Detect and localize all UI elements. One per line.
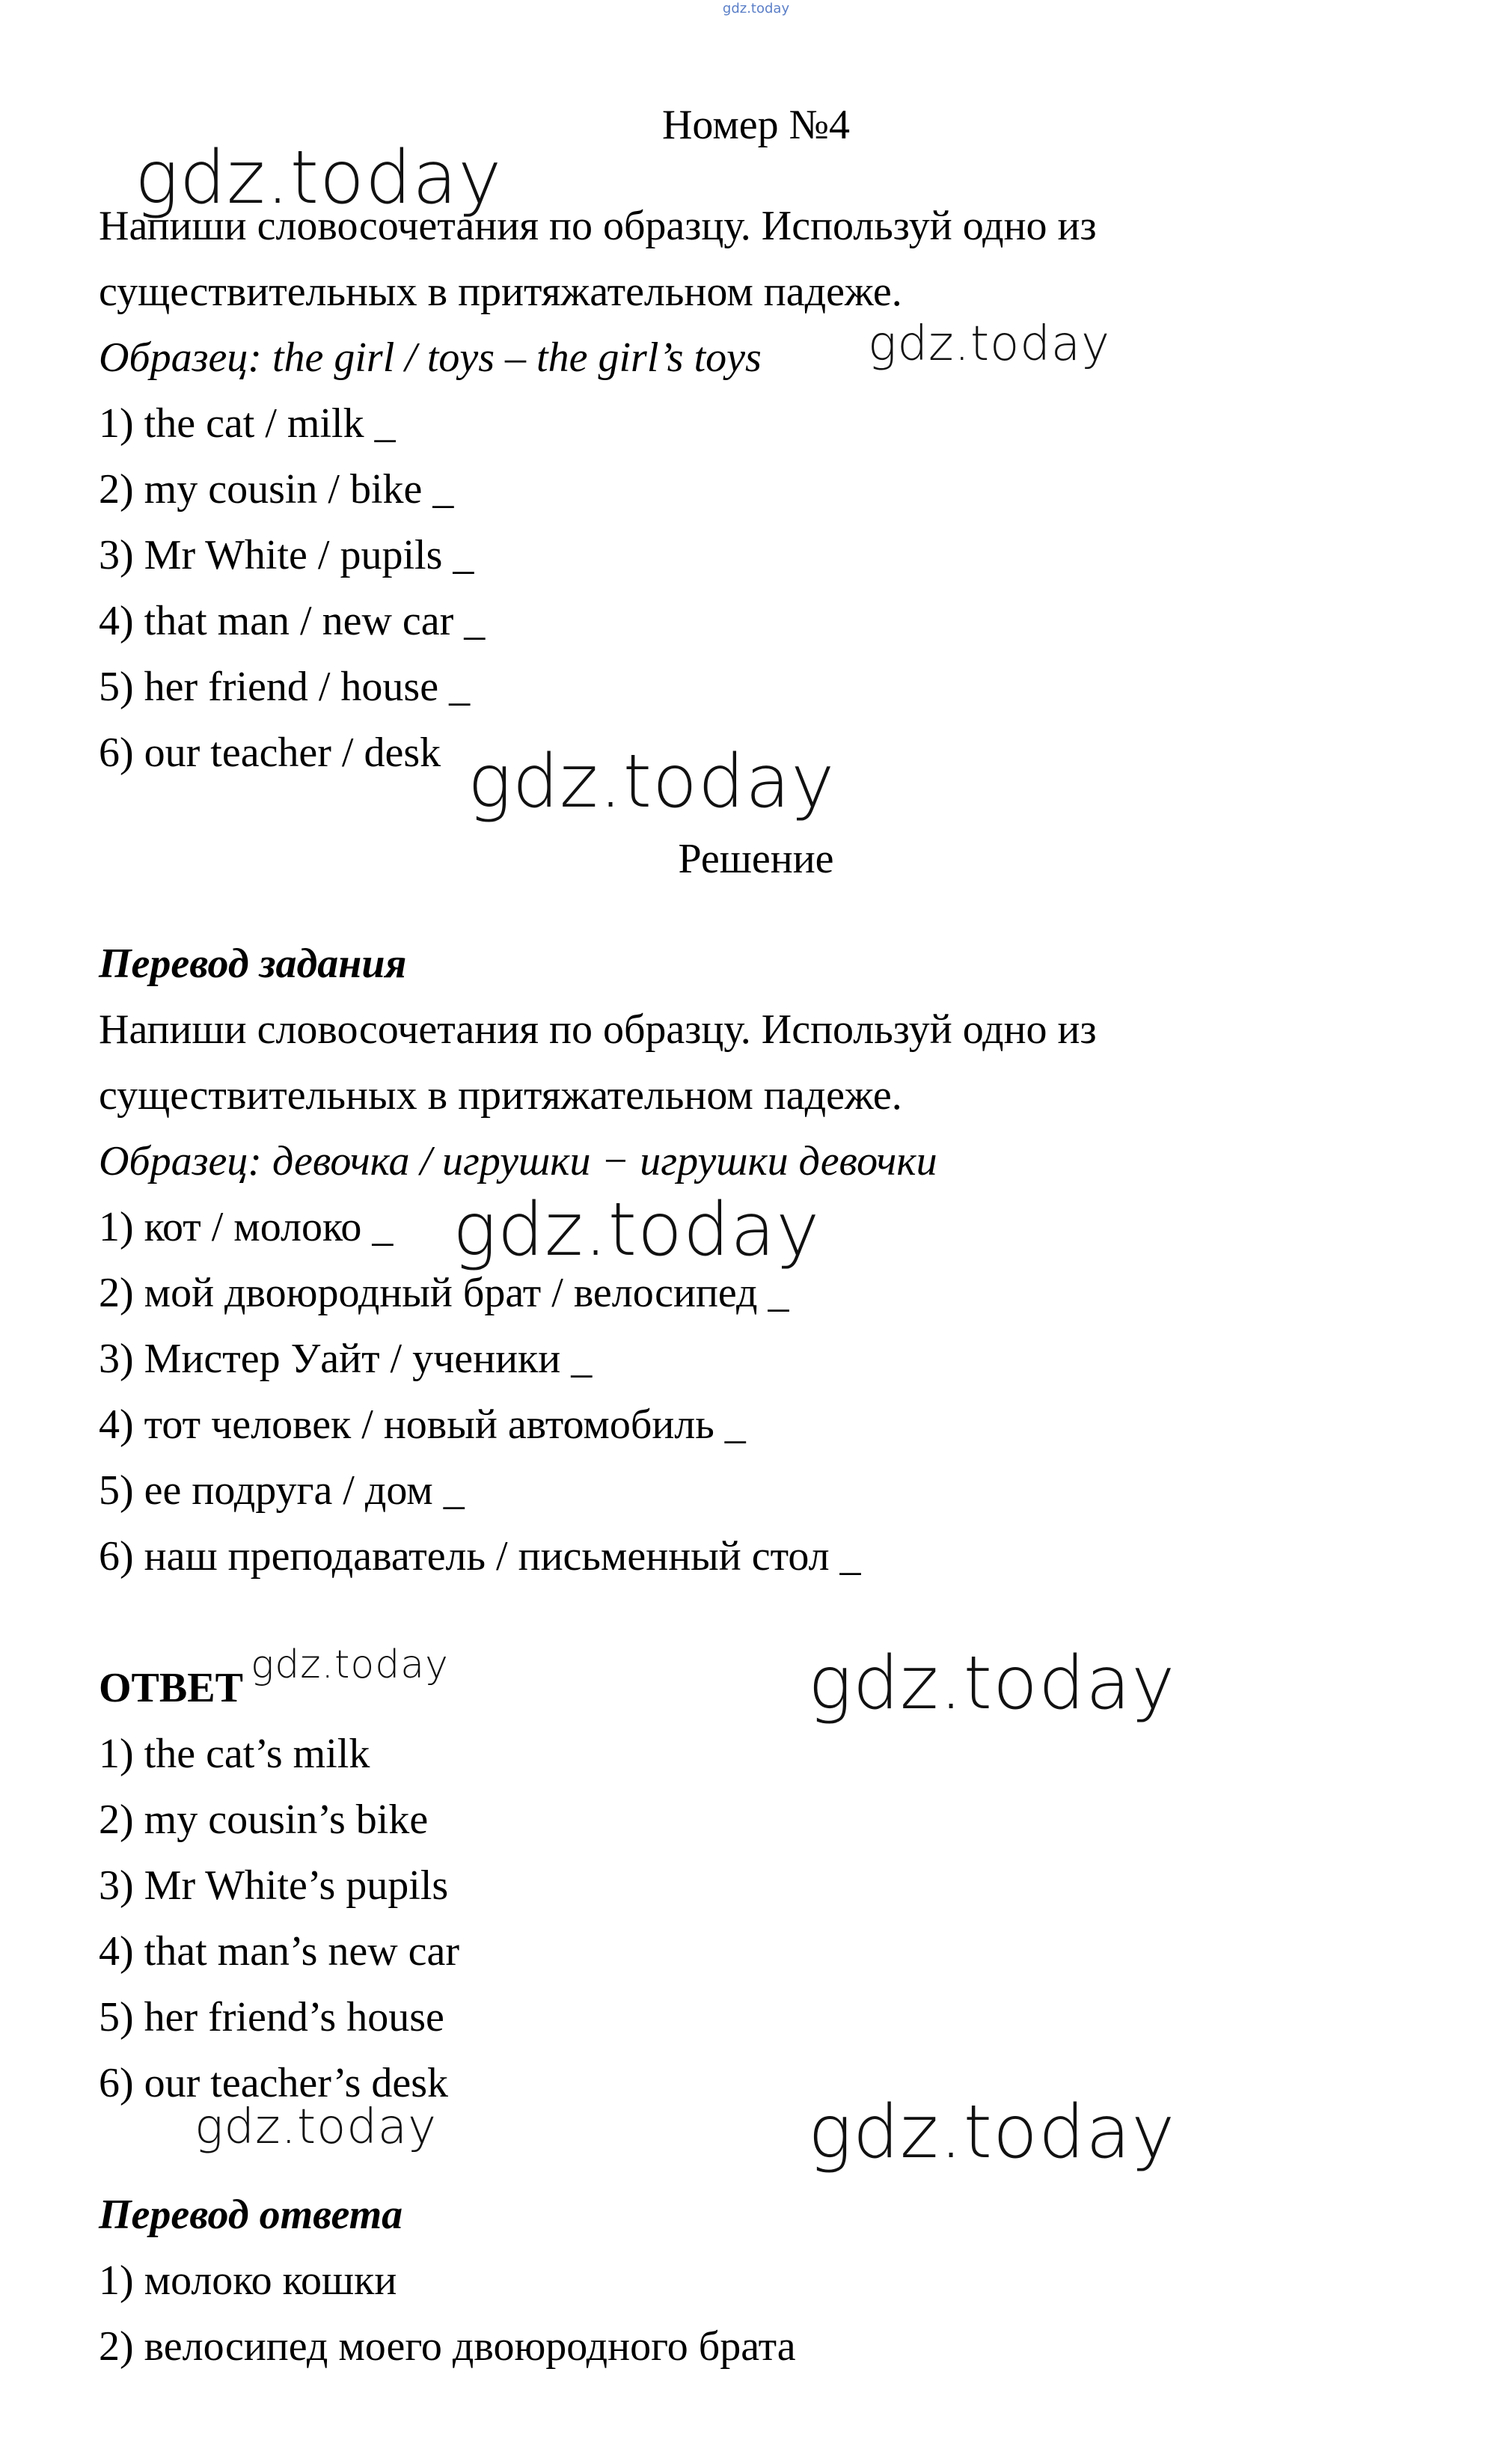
answer-item: 2) my cousin’s bike <box>99 1797 429 1843</box>
task-example: Образец: the girl / toys – the girl’s toys <box>99 334 762 381</box>
translation-answer-item: 1) молоко кошки <box>99 2257 397 2304</box>
task-item: 2) my cousin / bike _ <box>99 466 454 513</box>
watermark: gdz.today <box>251 1642 449 1687</box>
watermark: gdz.today <box>195 2100 437 2155</box>
translation-instruction-line1: Напиши словосочетания по образцу. Используй одно из <box>99 1006 1097 1053</box>
translation-item: 2) мой двоюродный брат / велосипед _ <box>99 1270 789 1316</box>
task-item: 3) Mr White / pupils _ <box>99 532 474 578</box>
page-title: Номер №4 <box>661 102 851 148</box>
translation-instruction-line2: существительных в притяжательном падеже. <box>99 1072 902 1119</box>
answer-item: 3) Mr White’s pupils <box>99 1862 449 1909</box>
translation-task-heading: Перевод задания <box>99 941 407 987</box>
answer-item: 5) her friend’s house <box>99 1994 444 2040</box>
task-instruction-line2: существительных в притяжательном падеже. <box>99 269 902 315</box>
watermark: gdz.today <box>453 1187 821 1273</box>
watermark: gdz.today <box>468 739 836 825</box>
watermark: gdz.today <box>808 1641 1176 1726</box>
task-item: 5) her friend / house _ <box>99 664 471 710</box>
translation-answer-heading: Перевод ответа <box>99 2192 403 2238</box>
translation-item: 5) ее подруга / дом _ <box>99 1467 465 1514</box>
watermark: gdz.today <box>868 317 1110 372</box>
task-item: 1) the cat / milk _ <box>99 400 396 447</box>
watermark: gdz.today <box>135 135 503 221</box>
task-item: 4) that man / new car _ <box>99 598 486 644</box>
answer-item: 1) the cat’s milk <box>99 1731 370 1777</box>
translation-item: 6) наш преподаватель / письменный стол _ <box>99 1533 861 1580</box>
top-watermark: gdz.today <box>722 1 790 16</box>
translation-answer-item: 2) велосипед моего двоюродного брата <box>99 2323 796 2370</box>
answer-heading: ОТВЕТ <box>99 1665 243 1711</box>
watermark: gdz.today <box>808 2090 1176 2175</box>
translation-item: 4) тот человек / новый автомобиль _ <box>99 1401 746 1448</box>
translation-item: 3) Мистер Уайт / ученики _ <box>99 1336 593 1382</box>
translation-item: 1) кот / молоко _ <box>99 1204 394 1250</box>
task-instruction-line1: Напиши словосочетания по образцу. Используй одно из <box>99 203 1097 249</box>
task-item: 6) our teacher / desk <box>99 730 441 776</box>
translation-example: Образец: девочка / игрушки − игрушки девочки <box>99 1138 937 1184</box>
answer-item: 4) that man’s new car <box>99 1928 460 1975</box>
solution-heading: Решение <box>678 836 834 882</box>
answer-item: 6) our teacher’s desk <box>99 2060 449 2106</box>
